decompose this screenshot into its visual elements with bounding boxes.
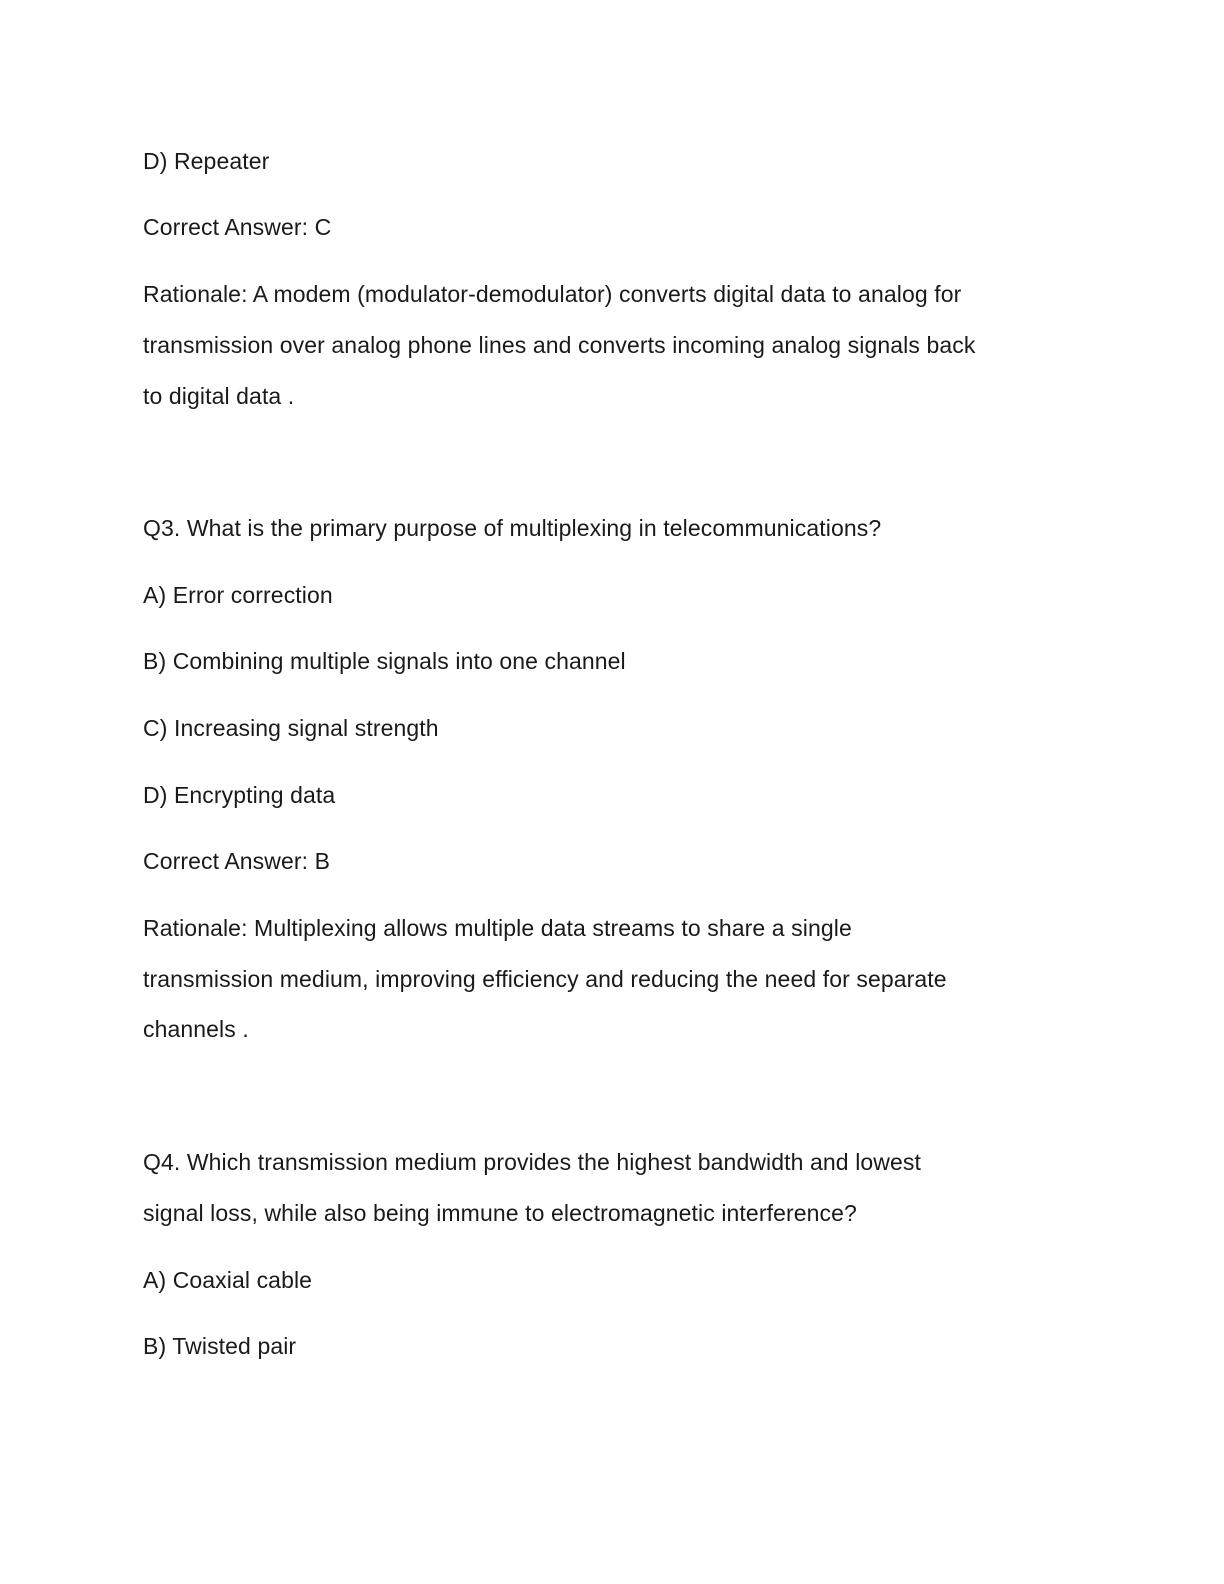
q4-option-b: B) Twisted pair (143, 1333, 297, 1359)
q3-question: Q3. What is the primary purpose of multiplexing in telecommunications? (143, 515, 882, 541)
q3-rationale-line: transmission medium, improving efficiency and reducing the need for separate (143, 966, 947, 992)
q2-rationale-line: transmission over analog phone lines and converts incoming analog signals back (143, 332, 976, 358)
q2-rationale-line: to digital data . (143, 383, 295, 409)
q3-option-b: B) Combining multiple signals into one channel (143, 648, 626, 674)
q3-option-d: D) Encrypting data (143, 782, 336, 808)
q3-option-a: A) Error correction (143, 582, 333, 608)
q2-rationale-line: Rationale: A modem (modulator-demodulator) converts digital data to analog for (143, 281, 962, 307)
q3-rationale-line: channels . (143, 1016, 249, 1042)
q3-correct-answer: Correct Answer: B (143, 848, 331, 874)
q3-option-c: C) Increasing signal strength (143, 715, 439, 741)
q3-rationale-line: Rationale: Multiplexing allows multiple data streams to share a single (143, 915, 852, 941)
q4-question-line: Q4. Which transmission medium provides the highest bandwidth and lowest (143, 1149, 921, 1175)
q2-correct-answer: Correct Answer: C (143, 214, 332, 240)
q2-option-d: D) Repeater (143, 148, 270, 174)
q4-option-a: A) Coaxial cable (143, 1267, 313, 1293)
q4-question-line: signal loss, while also being immune to electromagnetic interference? (143, 1200, 857, 1226)
